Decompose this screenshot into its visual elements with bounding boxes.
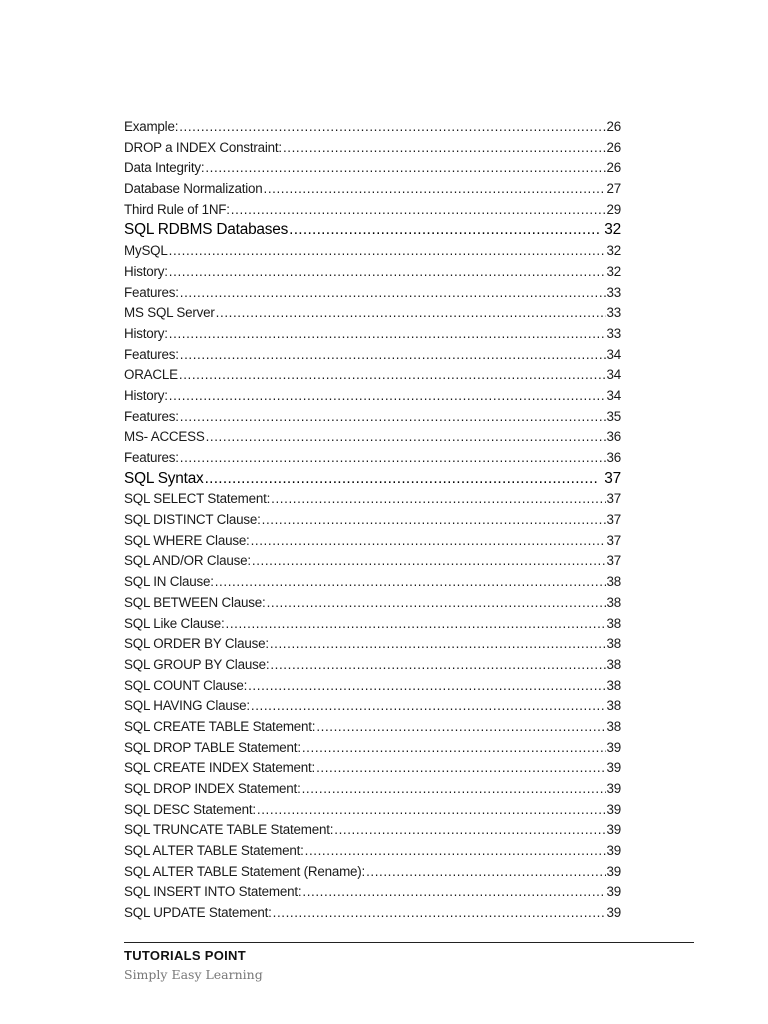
toc-entry-title: Third Rule of 1NF: bbox=[124, 201, 230, 217]
toc-entry-page: 34 bbox=[606, 367, 621, 383]
toc-entry-page: 37 bbox=[606, 491, 621, 507]
toc-entry-page: 39 bbox=[606, 822, 621, 838]
toc-entry-page: 37 bbox=[604, 469, 621, 487]
toc-entry-page: 37 bbox=[606, 512, 621, 528]
dot-leader bbox=[262, 510, 606, 531]
dot-leader bbox=[231, 200, 606, 221]
toc-entry-title: SQL DROP INDEX Statement: bbox=[124, 781, 301, 796]
toc-entry[interactable] bbox=[124, 427, 621, 448]
dot-leader bbox=[169, 386, 606, 407]
toc-entry-page: 39 bbox=[606, 739, 621, 755]
toc-entry-title: History: bbox=[124, 263, 168, 279]
dot-leader bbox=[169, 241, 606, 262]
toc-entry[interactable] bbox=[124, 758, 621, 779]
dot-leader bbox=[334, 820, 605, 841]
footer-title: TUTORIALS POINT bbox=[124, 948, 246, 963]
toc-entry-page: 39 bbox=[606, 884, 621, 900]
dot-leader bbox=[180, 283, 606, 304]
dot-leader bbox=[289, 220, 599, 241]
toc-entry[interactable] bbox=[124, 676, 621, 697]
toc-entry-page: 35 bbox=[606, 408, 621, 424]
toc-entry-title: Features: bbox=[124, 346, 179, 362]
toc-entry[interactable] bbox=[124, 717, 621, 738]
dot-leader bbox=[205, 158, 605, 179]
dot-leader bbox=[179, 117, 605, 138]
toc-entry-title: MS- ACCESS bbox=[124, 429, 205, 445]
toc-entry[interactable] bbox=[124, 614, 621, 635]
toc-entry-page: 37 bbox=[606, 532, 621, 548]
toc-entry-page: 39 bbox=[606, 760, 621, 776]
toc-entry-page: 36 bbox=[606, 450, 621, 465]
toc-entry-title: Features: bbox=[124, 408, 179, 424]
toc-entry-page: 37 bbox=[606, 553, 621, 569]
toc-entry[interactable] bbox=[124, 779, 621, 800]
toc-entry-page: 39 bbox=[606, 905, 621, 921]
toc-entry-title: Features: bbox=[124, 450, 179, 465]
toc-entry[interactable] bbox=[124, 365, 621, 386]
toc-entry-title: History: bbox=[124, 387, 168, 403]
dot-leader bbox=[302, 882, 605, 903]
toc-entry[interactable] bbox=[124, 324, 621, 345]
toc-entry[interactable] bbox=[124, 841, 621, 862]
toc-entry-page: 39 bbox=[606, 801, 621, 817]
toc-entry-title: Example: bbox=[124, 119, 179, 134]
dot-leader bbox=[316, 758, 605, 779]
toc-entry-title: SQL CREATE INDEX Statement: bbox=[124, 760, 316, 776]
toc-entry-page: 39 bbox=[606, 843, 621, 859]
toc-entry-page: 38 bbox=[606, 656, 621, 672]
toc-entry[interactable] bbox=[124, 262, 621, 283]
dot-leader bbox=[271, 489, 605, 510]
toc-section-heading[interactable] bbox=[124, 469, 621, 490]
dot-leader bbox=[264, 179, 606, 200]
dot-leader bbox=[226, 614, 606, 635]
dot-leader bbox=[316, 717, 605, 738]
dot-leader bbox=[169, 324, 606, 345]
toc-entry-title: SQL RDBMS Databases bbox=[124, 221, 289, 239]
toc-entry-page: 32 bbox=[606, 243, 621, 259]
toc-entry-page: 27 bbox=[606, 181, 621, 197]
toc-entry-title: SQL BETWEEN Clause: bbox=[124, 594, 266, 610]
dot-leader bbox=[215, 572, 606, 593]
dot-leader bbox=[180, 407, 606, 428]
toc-entry-page: 38 bbox=[606, 594, 621, 610]
toc-entry-title: SQL ORDER BY Clause: bbox=[124, 636, 269, 652]
toc-entry-title: SQL COUNT Clause: bbox=[124, 677, 248, 693]
dot-leader bbox=[257, 800, 606, 821]
toc-entry-page: 32 bbox=[606, 263, 621, 279]
footer-tagline: Simply Easy Learning bbox=[124, 967, 263, 982]
toc-entry-title: Database Normalization bbox=[124, 181, 263, 197]
toc-entry-page: 38 bbox=[606, 677, 621, 693]
toc-entry-title: SQL Syntax bbox=[124, 469, 204, 487]
toc-entry-page: 26 bbox=[606, 119, 621, 134]
dot-leader bbox=[302, 779, 606, 800]
toc-entry[interactable] bbox=[124, 903, 621, 924]
toc-entry-title: SQL CREATE TABLE Statement: bbox=[124, 718, 316, 734]
table-of-contents bbox=[124, 117, 621, 924]
toc-entry-title: ORACLE bbox=[124, 367, 178, 383]
toc-entry[interactable] bbox=[124, 241, 621, 262]
toc-entry-page: 26 bbox=[606, 160, 621, 176]
toc-entry[interactable] bbox=[124, 531, 621, 552]
footer-divider bbox=[124, 942, 694, 943]
dot-leader bbox=[267, 593, 606, 614]
toc-entry[interactable] bbox=[124, 696, 621, 717]
toc-section-heading[interactable] bbox=[124, 220, 621, 241]
toc-entry-title: SQL ALTER TABLE Statement: bbox=[124, 843, 304, 859]
toc-entry[interactable] bbox=[124, 158, 621, 179]
toc-entry-title: Data Integrity: bbox=[124, 160, 205, 176]
toc-entry[interactable] bbox=[124, 386, 621, 407]
dot-leader bbox=[180, 448, 606, 469]
dot-leader bbox=[216, 303, 606, 324]
toc-entry-title: SQL DROP TABLE Statement: bbox=[124, 739, 301, 755]
toc-entry-page: 38 bbox=[606, 615, 621, 631]
dot-leader bbox=[169, 262, 606, 283]
toc-entry-title: SQL Like Clause: bbox=[124, 615, 225, 631]
dot-leader bbox=[273, 903, 606, 924]
toc-entry[interactable] bbox=[124, 345, 621, 366]
toc-entry-page: 33 bbox=[606, 284, 621, 300]
toc-entry[interactable] bbox=[124, 820, 621, 841]
toc-entry-page: 29 bbox=[606, 201, 621, 217]
toc-entry[interactable] bbox=[124, 138, 621, 159]
toc-entry-title: SQL TRUNCATE TABLE Statement: bbox=[124, 822, 334, 838]
dot-leader bbox=[283, 138, 606, 159]
dot-leader bbox=[270, 655, 605, 676]
toc-entry[interactable] bbox=[124, 407, 621, 428]
toc-entry[interactable] bbox=[124, 882, 621, 903]
toc-entry-page: 38 bbox=[606, 698, 621, 714]
toc-entry[interactable] bbox=[124, 800, 621, 821]
toc-entry-title: SQL ALTER TABLE Statement (Rename): bbox=[124, 863, 366, 879]
toc-entry-title: SQL GROUP BY Clause: bbox=[124, 656, 270, 672]
toc-entry[interactable] bbox=[124, 117, 621, 138]
toc-entry-page: 38 bbox=[606, 636, 621, 652]
toc-entry-title: SQL HAVING Clause: bbox=[124, 698, 250, 714]
toc-entry-page: 38 bbox=[606, 718, 621, 734]
toc-entry[interactable] bbox=[124, 179, 621, 200]
toc-entry-page: 33 bbox=[606, 325, 621, 341]
toc-entry[interactable] bbox=[124, 593, 621, 614]
toc-entry-title: SQL WHERE Clause: bbox=[124, 532, 250, 548]
toc-entry-page: 38 bbox=[606, 574, 621, 590]
toc-entry-title: SQL SELECT Statement: bbox=[124, 491, 271, 507]
toc-entry-page: 34 bbox=[606, 346, 621, 362]
dot-leader bbox=[205, 469, 600, 490]
dot-leader bbox=[248, 676, 605, 697]
toc-entry-title: DROP a INDEX Constraint: bbox=[124, 139, 282, 155]
toc-entry[interactable] bbox=[124, 283, 621, 304]
toc-entry-page: 36 bbox=[606, 429, 621, 445]
toc-entry-page: 39 bbox=[606, 781, 621, 796]
toc-entry-page: 26 bbox=[606, 139, 621, 155]
toc-entry-title: History: bbox=[124, 325, 168, 341]
dot-leader bbox=[366, 862, 605, 883]
toc-entry[interactable] bbox=[124, 448, 621, 469]
toc-entry-title: SQL UPDATE Statement: bbox=[124, 905, 272, 921]
toc-entry-page: 34 bbox=[606, 387, 621, 403]
toc-entry-title: Features: bbox=[124, 284, 179, 300]
toc-entry[interactable] bbox=[124, 738, 621, 759]
toc-entry[interactable] bbox=[124, 489, 621, 510]
toc-entry[interactable] bbox=[124, 572, 621, 593]
toc-entry-title: SQL INSERT INTO Statement: bbox=[124, 884, 302, 900]
dot-leader bbox=[252, 551, 606, 572]
toc-entry[interactable] bbox=[124, 200, 621, 221]
toc-entry-page: 32 bbox=[604, 221, 621, 239]
dot-leader bbox=[180, 345, 606, 366]
toc-entry-title: SQL DISTINCT Clause: bbox=[124, 512, 261, 528]
dot-leader bbox=[302, 738, 606, 759]
toc-entry-page: 39 bbox=[606, 863, 621, 879]
dot-leader bbox=[251, 531, 606, 552]
toc-entry[interactable] bbox=[124, 551, 621, 572]
toc-entry-title: SQL DESC Statement: bbox=[124, 801, 256, 817]
toc-entry-title: SQL AND/OR Clause: bbox=[124, 553, 251, 569]
dot-leader bbox=[270, 634, 606, 655]
toc-entry[interactable] bbox=[124, 634, 621, 655]
dot-leader bbox=[179, 365, 606, 386]
toc-entry[interactable] bbox=[124, 510, 621, 531]
dot-leader bbox=[305, 841, 606, 862]
toc-entry-title: SQL IN Clause: bbox=[124, 574, 214, 590]
toc-entry[interactable] bbox=[124, 862, 621, 883]
toc-entry-page: 33 bbox=[606, 305, 621, 321]
dot-leader bbox=[251, 696, 606, 717]
toc-entry[interactable] bbox=[124, 655, 621, 676]
toc-entry[interactable] bbox=[124, 303, 621, 324]
toc-entry-title: MS SQL Server bbox=[124, 305, 215, 321]
toc-entry-title: MySQL bbox=[124, 243, 168, 259]
dot-leader bbox=[206, 427, 606, 448]
